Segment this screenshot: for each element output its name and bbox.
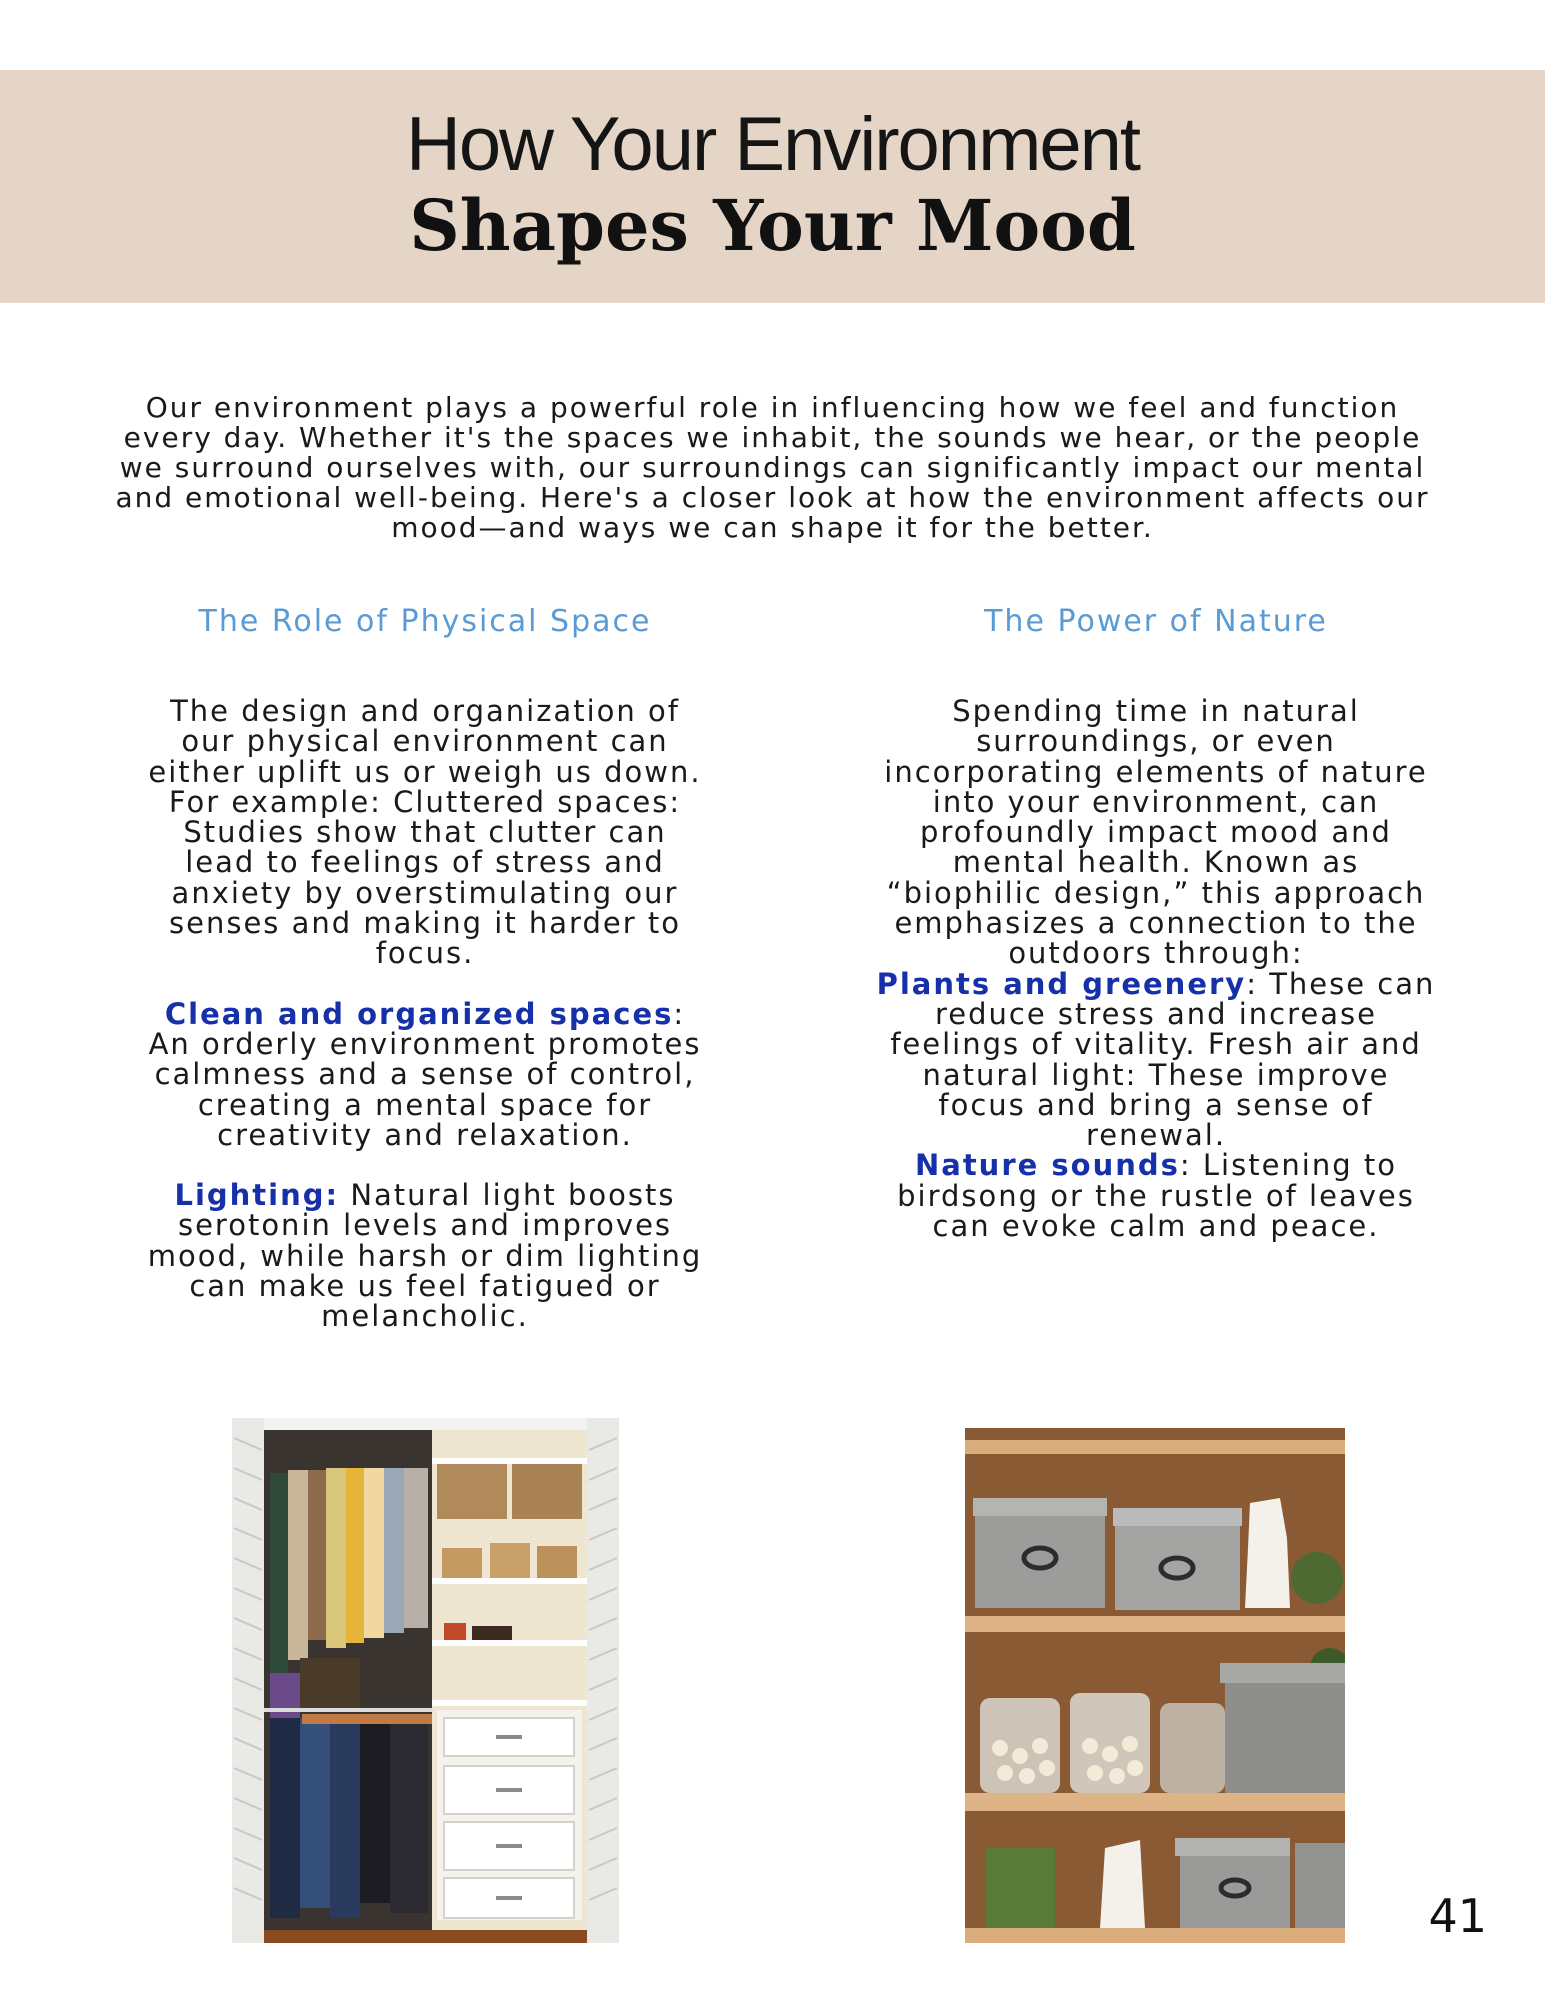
closet-photo [232,1418,619,1943]
left-paragraph-2-text: : An orderly environment promotes calmness and a sense of control, creating a mental space for creativity and relaxation. [148,996,702,1152]
left-highlight-clean-spaces: Clean and organized spaces [164,996,674,1031]
right-column-heading: The Power of Nature [984,604,1328,639]
right-paragraph-2 [876,966,1436,1153]
left-column-heading: The Role of Physical Space [198,604,652,639]
left-paragraph-3 [145,1178,705,1334]
left-paragraph-1: The design and organization of our physical environment can either uplift us or weigh us down. For example: Cluttered spaces: Studies show that clutter can lead to feelings of stress and anxiety by overstimulating our senses and making it harder to focus. [148,694,702,971]
right-highlight-plants: Plants and greenery [876,966,1247,1001]
page-title-line2: Shapes Your Mood [409,184,1136,267]
right-paragraph-3-text: : Listening to birdsong or the rustle of leaves can evoke calm and peace. [897,1148,1415,1244]
right-column-text [876,696,1436,1271]
left-paragraph-3-text: Natural light boosts serotonin levels and improves mood, while harsh or dim lighting can make us feel fatigued or melancholic. [147,1178,703,1334]
right-highlight-nature-sounds: Nature sounds [914,1148,1180,1183]
shelves-photo [965,1428,1345,1943]
left-paragraph-2 [145,996,705,1152]
page-title-line1: How Your Environment [405,102,1140,187]
page-number: 41 [1428,1889,1487,1943]
left-highlight-lighting: Lighting: [174,1178,340,1213]
right-paragraph-1: Spending time in natural surroundings, or even incorporating elements of nature into your environment, can profoundly impact mood and mental health. Known as “biophilic design,” this approach emphasizes a connection to the outdoors through: [884,694,1428,971]
right-paragraph-3 [876,1148,1436,1244]
intro-paragraph: Our environment plays a powerful role in influencing how we feel and function every day. Whether it's the spaces we inhabit, the sounds we hear, or the people we surround ourselves with, our surroundings can significantly impact our mental and emotional well-being. Here's a closer look at how the environment affects our mood—and ways we can shape it for the better. [115,391,1430,544]
right-paragraph-2-text: : These can reduce stress and increase feelings of vitality. Fresh air and natural light: These improve focus and bring a sense of renewal. [890,966,1436,1153]
left-column-text [145,696,705,1362]
